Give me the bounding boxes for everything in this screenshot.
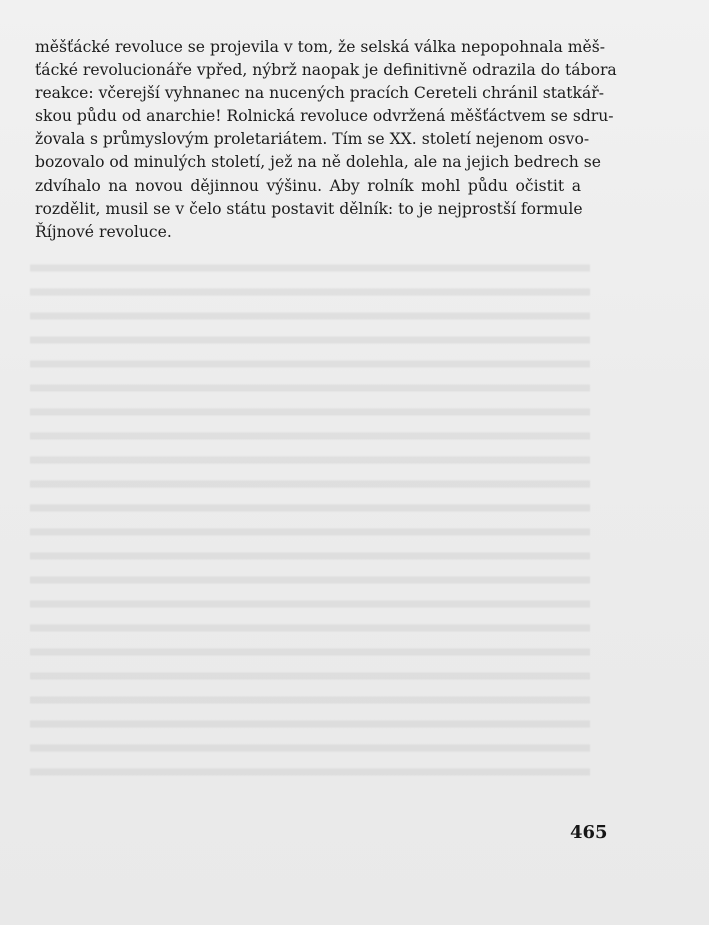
body-text	[35, 36, 617, 244]
text-line: ťácké revolucionáře vpřed, nýbrž naopak je definitivně odrazila do tábora	[35, 61, 617, 80]
page-number: 465	[570, 822, 608, 843]
show-through-texture	[30, 250, 590, 790]
text-line: skou půdu od anarchie! Rolnická revoluce odvržená měšťáctvem se sdru-	[35, 107, 614, 126]
text-line: bozovalo od minulých století, jež na ně dolehla, ale na jejich bedrech se	[35, 153, 601, 172]
text-line: rozdělit, musil se v čelo státu postavit dělník: to je nejprostší formule	[35, 199, 583, 218]
text-line: žovala s průmyslovým proletariátem. Tím se XX. století nejenom osvo-	[35, 130, 590, 149]
text-line: zdvíhalo na novou dějinnou výšinu. Aby rolník mohl půdu očistit a	[35, 176, 581, 195]
text-line: Říjnové revoluce.	[35, 222, 172, 241]
text-line: měšťácké revoluce se projevila v tom, že selská válka nepopohnala měš-	[35, 38, 606, 56]
text-line: reakce: včerejší vyhnanec na nucených pracích Cereteli chránil statkář-	[35, 84, 604, 103]
